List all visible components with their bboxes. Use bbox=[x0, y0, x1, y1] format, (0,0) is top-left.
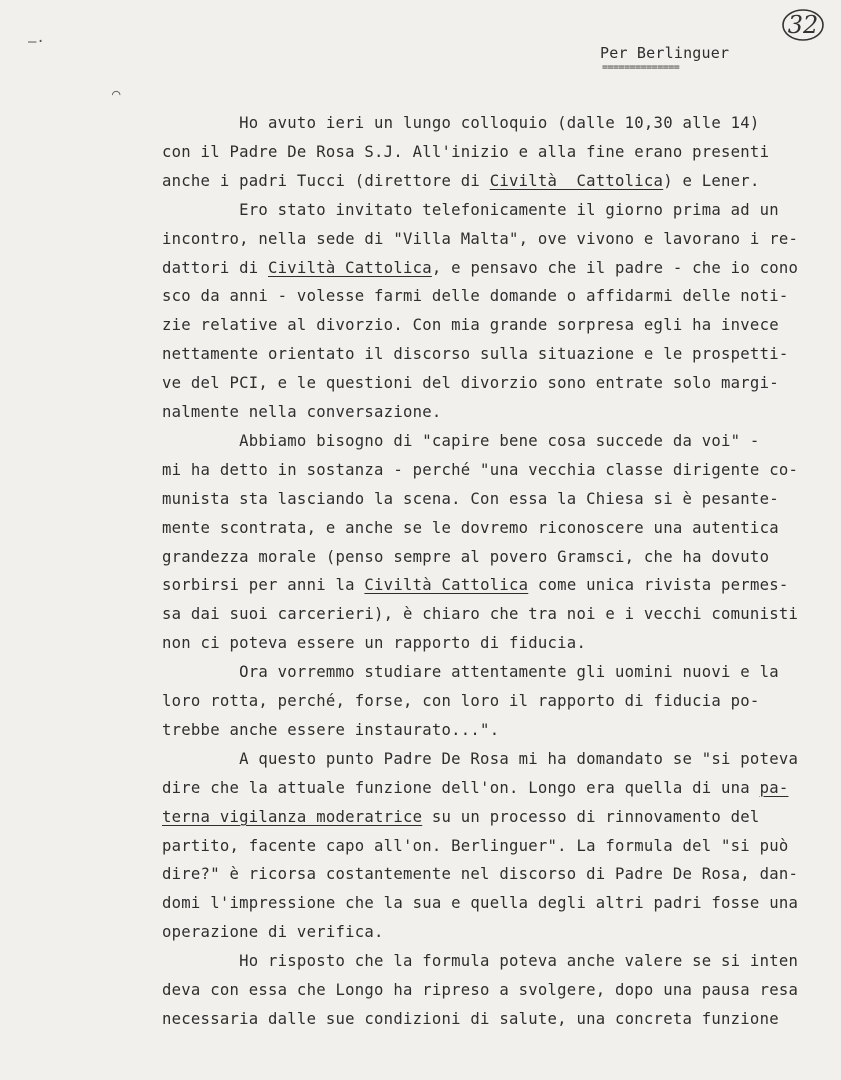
text-segment: loro rotta, perché, forse, con loro il rapporto di fiducia po- bbox=[162, 692, 760, 710]
text-line bbox=[162, 344, 789, 364]
text-segment: Ora vorremmo studiare attentamente gli uomini nuovi e la bbox=[162, 663, 779, 682]
text-line bbox=[162, 258, 798, 278]
text-segment: nettamente orientato il discorso sulla situazione e le prospetti- bbox=[162, 345, 789, 364]
text-line bbox=[162, 547, 769, 567]
underlined-title: Civiltà Cattolica bbox=[268, 258, 432, 277]
text-line bbox=[162, 864, 798, 884]
text-segment: partito, facente capo all'on. Berlinguer". La formula del "si può bbox=[162, 836, 789, 855]
text-line bbox=[162, 778, 789, 798]
text-line bbox=[162, 836, 789, 856]
text-segment: deva con essa che Longo ha ripreso a svolgere, dopo una pausa resa bbox=[162, 981, 799, 999]
text-segment: grandezza morale (penso sempre al povero Gramsci, che ha dovuto bbox=[162, 547, 770, 566]
text-line bbox=[162, 142, 769, 162]
text-line bbox=[162, 229, 798, 249]
text-line bbox=[162, 113, 760, 133]
text-line bbox=[162, 922, 384, 942]
margin-mark-icon: ⌒ bbox=[112, 86, 121, 102]
text-line bbox=[162, 691, 760, 711]
text-segment: Abbiamo bisogno di "capire bene cosa succede da voi" - bbox=[162, 431, 760, 450]
text-segment: necessaria dalle sue condizioni di salute, una concreta funzione bbox=[162, 1009, 779, 1028]
text-segment: come unica rivista permes- bbox=[528, 576, 789, 595]
text-line bbox=[162, 604, 798, 624]
text-line bbox=[162, 662, 779, 682]
underlined-title: Civiltà Cattolica bbox=[489, 171, 664, 190]
text-segment: munista sta lasciando la scena. Con essa la Chiesa si è pesante- bbox=[162, 489, 779, 508]
page-number-stamp bbox=[781, 8, 825, 42]
text-segment: con il Padre De Rosa S.J. All'inizio e alla fine erano presenti bbox=[162, 142, 770, 161]
text-segment: A questo punto Padre De Rosa mi ha domandato se "si poteva bbox=[162, 749, 799, 768]
text-segment: sa dai suoi carcerieri), è chiaro che tra noi e i vecchi comunisti bbox=[162, 605, 799, 624]
text-line bbox=[162, 518, 779, 538]
text-line bbox=[162, 980, 798, 1000]
text-segment: zie relative al divorzio. Con mia grande sorpresa egli ha invece bbox=[162, 316, 779, 335]
text-line bbox=[162, 575, 789, 595]
text-line bbox=[162, 720, 499, 740]
text-segment: non ci poteva essere un rapporto di fiducia. bbox=[162, 634, 587, 653]
text-segment: , e pensavo che il padre - che io cono bbox=[431, 258, 799, 277]
text-segment: Ho risposto che la formula poteva anche valere se si inten bbox=[162, 952, 799, 971]
text-segment: trebbe anche essere instaurato...". bbox=[162, 720, 500, 739]
text-line bbox=[162, 402, 442, 422]
text-line bbox=[162, 633, 586, 653]
text-segment: operazione di verifica. bbox=[162, 923, 384, 942]
text-segment: dire che la attuale funzione dell'on. Longo era quella di una bbox=[162, 778, 760, 797]
text-line bbox=[162, 749, 798, 769]
page-number-text: 32 bbox=[787, 11, 819, 39]
text-segment: dire?" è ricorsa costantemente nel discorso di Padre De Rosa, dan- bbox=[162, 865, 799, 884]
text-segment: su un processo di rinnovamento del bbox=[422, 807, 760, 826]
text-segment: domi l'impressione che la sua e quella degli altri padri fosse una bbox=[162, 894, 799, 913]
text-segment: Ho avuto ieri un lungo colloquio (dalle 10,30 alle 14) bbox=[162, 114, 760, 132]
text-segment: sorbirsi per anni la bbox=[162, 576, 365, 595]
text-line bbox=[162, 373, 779, 393]
text-segment: anche i padri Tucci (direttore di bbox=[162, 171, 490, 190]
text-line bbox=[162, 315, 779, 335]
text-segment: sco da anni - volesse farmi delle domande o affidarmi delle noti- bbox=[162, 287, 789, 306]
text-line bbox=[162, 431, 760, 451]
text-segment: mente scontrata, e anche se le dovremo riconoscere una autentica bbox=[162, 518, 779, 537]
text-segment: mi ha detto in sostanza - perché "una vecchia classe dirigente co- bbox=[162, 460, 799, 479]
margin-mark-icon: —· bbox=[28, 34, 45, 50]
text-line bbox=[162, 893, 798, 913]
text-line bbox=[162, 200, 779, 220]
text-line bbox=[162, 951, 798, 971]
text-segment: incontro, nella sede di "Villa Malta", ove vivono e lavorano i re- bbox=[162, 229, 799, 248]
text-segment: Ero stato invitato telefonicamente il giorno prima ad un bbox=[162, 200, 779, 219]
text-line bbox=[162, 460, 798, 480]
text-line bbox=[162, 286, 789, 306]
text-line bbox=[162, 1009, 779, 1029]
text-segment: dattori di bbox=[162, 258, 269, 277]
underlined-title: Civiltà Cattolica bbox=[364, 576, 529, 595]
text-segment: ) e Lener. bbox=[663, 171, 760, 190]
underlined-title: terna vigilanza moderatrice bbox=[162, 807, 423, 826]
text-line bbox=[162, 807, 760, 827]
text-segment: ve del PCI, e le questioni del divorzio sono entrate solo margi- bbox=[162, 374, 779, 393]
text-line bbox=[162, 489, 779, 509]
text-segment: nalmente nella conversazione. bbox=[162, 403, 442, 421]
heading-double-underline: ============== bbox=[602, 62, 680, 73]
underlined-title: pa- bbox=[759, 778, 789, 797]
text-line bbox=[162, 171, 760, 191]
document-heading: Per Berlinguer bbox=[600, 44, 730, 62]
